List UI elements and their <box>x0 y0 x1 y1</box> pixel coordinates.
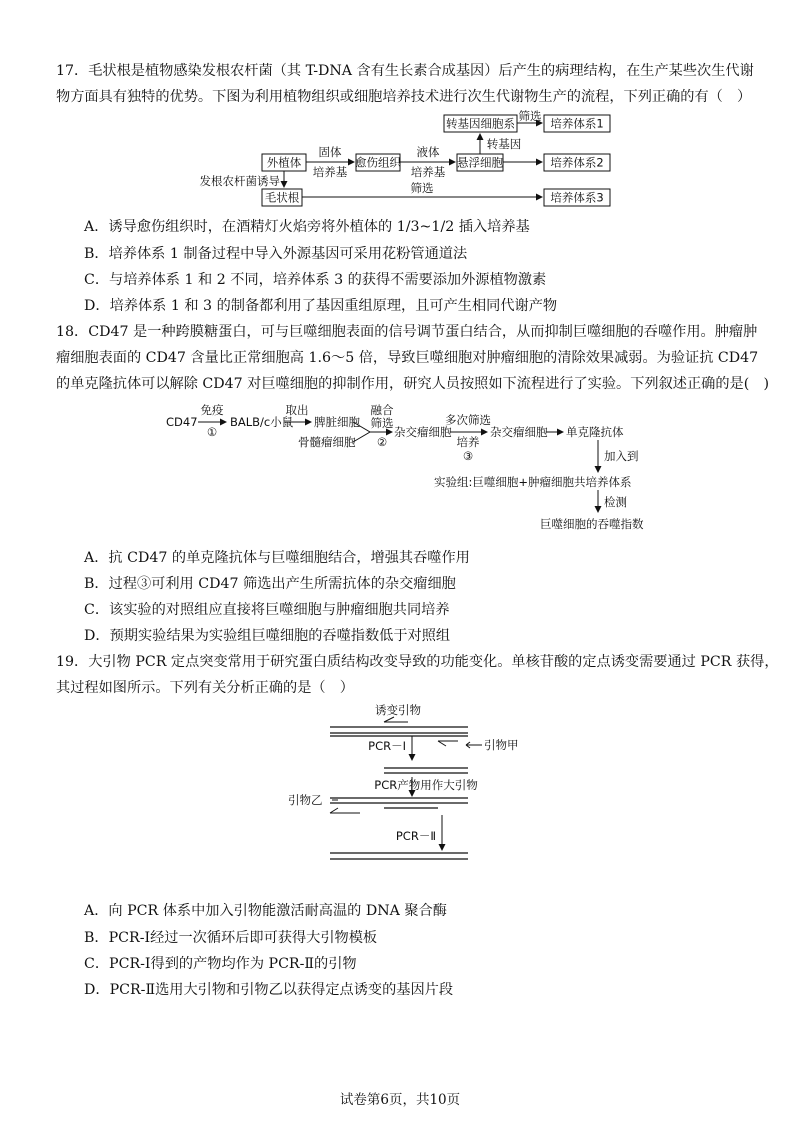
liquid-medium-label: 培养基 <box>410 165 446 179</box>
q18-flow-diagram <box>160 400 680 535</box>
primer-b-label: 引物乙 <box>288 793 323 807</box>
q19-option-c: C．PCR-Ⅰ得到的产物均作为 PCR-Ⅱ的引物 <box>84 956 357 972</box>
mut-primer-label: 诱变引物 <box>375 703 421 717</box>
q18-option-d: D．预期实验结果为实验组巨噬细胞的吞噬指数低于对照组 <box>84 628 451 644</box>
hybridoma1-label: 杂交瘤细胞 <box>394 425 452 439</box>
detect-label: 检测 <box>604 495 627 509</box>
culture3-label: 培养体系3 <box>550 190 604 205</box>
cd47-label: CD47 <box>166 415 198 429</box>
solid-label: 固体 <box>318 145 342 159</box>
transgene-label: 转基因 <box>486 137 522 151</box>
experiment-label: 实验组:巨噬细胞+肿瘤细胞共培养体系 <box>434 475 632 489</box>
q17-option-a: A．诱导愈伤组织时，在酒精灯火焰旁将外植体的 1/3~1/2 插入培养基 <box>84 219 530 235</box>
step1-label: ① <box>206 425 218 439</box>
mouse-label: BALB/c小鼠 <box>230 415 294 429</box>
culture-label: 培养 <box>456 435 480 449</box>
q19-option-b: B．PCR-Ⅰ经过一次循环后即可获得大引物模板 <box>84 930 378 946</box>
hairy-root-label: 毛状根 <box>264 190 300 205</box>
screen1-label: 筛选 <box>518 110 542 123</box>
index-label: 巨噬细胞的吞噬指数 <box>540 517 644 531</box>
pcr1-label: PCR－Ⅰ <box>368 739 406 753</box>
culture1-label: 培养体系1 <box>550 116 604 131</box>
solid-medium-label: 培养基 <box>312 165 348 179</box>
induce-label: 发根农杆菌诱导 <box>199 174 280 188</box>
q19-pcr-diagram <box>280 700 520 870</box>
q17-stem-line-2: 物方面具有独特的优势。下图为利用植物组织或细胞培养技术进行次生代谢物生产的流程，下列正确的有（ ） <box>56 89 752 105</box>
q17-stem-line-1: 17．毛状根是植物感染发根农杆菌（其 T-DNA 含有生长素合成基因）后产生的病理结构，在生产某些次生代谢 <box>56 63 754 79</box>
suspension-label: 悬浮细胞 <box>457 155 503 170</box>
step3-label: ③ <box>462 449 474 463</box>
primer-a-label: 引物甲 <box>484 738 519 752</box>
q17-flow-diagram <box>190 110 620 210</box>
step2-label: ② <box>376 435 388 449</box>
immunize-label: 免疫 <box>200 403 224 417</box>
hybridoma2-label: 杂交瘤细胞 <box>490 425 548 439</box>
multi-screen-label: 多次筛选 <box>445 413 491 427</box>
q18-option-c: C．该实验的对照组应直接将巨噬细胞与肿瘤细胞共同培养 <box>84 602 450 618</box>
q17-option-d: D．培养体系 1 和 3 的制备都利用了基因重组原理，且可产生相同代谢产物 <box>84 298 558 314</box>
q18-stem-line-2: 瘤细胞表面的 CD47 含量比正常细胞高 1.6～5 倍，导致巨噬细胞对肿瘤细胞的清除效果减弱。为验证抗 CD47 <box>56 350 759 366</box>
q19-stem-line-1: 19．大引物 PCR 定点突变常用于研究蛋白质结构改变导致的功能变化。单核苷酸的定点诱变需要通过 PCR 获得， <box>56 654 779 670</box>
callus-label: 愈伤组织 <box>355 155 401 170</box>
myeloma-label: 骨髓瘤细胞 <box>298 435 356 449</box>
spleen-label: 脾脏细胞 <box>314 415 360 429</box>
add-label: 加入到 <box>604 449 639 463</box>
big-primer-label: PCR产物用作大引物 <box>374 778 478 792</box>
screen-label: 筛选 <box>370 416 394 430</box>
screen3-label: 筛选 <box>410 181 434 195</box>
page-footer: 试卷第6页，共10页 <box>339 1092 461 1108</box>
liquid-label: 液体 <box>416 145 440 159</box>
q19-option-a: A．向 PCR 体系中加入引物能激活耐高温的 DNA 聚合酶 <box>84 903 447 919</box>
culture2-label: 培养体系2 <box>550 155 604 170</box>
take-label: 取出 <box>285 403 309 417</box>
fuse-label: 融合 <box>370 403 394 417</box>
q18-option-a: A．抗 CD47 的单克隆抗体与巨噬细胞结合，增强其吞噬作用 <box>84 550 470 566</box>
q18-option-b: B．过程③可利用 CD47 筛选出产生所需抗体的杂交瘤细胞 <box>84 576 456 592</box>
transgenic-label: 转基因细胞系 <box>446 116 515 131</box>
pcr2-label: PCR－Ⅱ <box>395 829 436 843</box>
q19-stem-line-2: 其过程如图所示。下列有关分析正确的是（ ） <box>56 680 354 696</box>
q17-option-c: C．与培养体系 1 和 2 不同，培养体系 3 的获得不需要添加外源植物激素 <box>84 272 547 288</box>
explant-label: 外植体 <box>266 155 302 170</box>
mab-label: 单克隆抗体 <box>566 425 624 439</box>
q18-stem-line-3: 的单克隆抗体可以解除 CD47 对巨噬细胞的抑制作用，研究人员按照如下流程进行了实验。下列叙述正确的是( ) <box>56 376 770 392</box>
q18-stem-line-1: 18．CD47 是一种跨膜糖蛋白，可与巨噬细胞表面的信号调节蛋白结合，从而抑制巨噬细胞的吞噬作用。肿瘤肿 <box>56 324 758 340</box>
q17-option-b: B．培养体系 1 制备过程中导入外源基因可采用花粉管通道法 <box>84 246 468 262</box>
q19-option-d: D．PCR-Ⅱ选用大引物和引物乙以获得定点诱变的基因片段 <box>84 982 454 998</box>
